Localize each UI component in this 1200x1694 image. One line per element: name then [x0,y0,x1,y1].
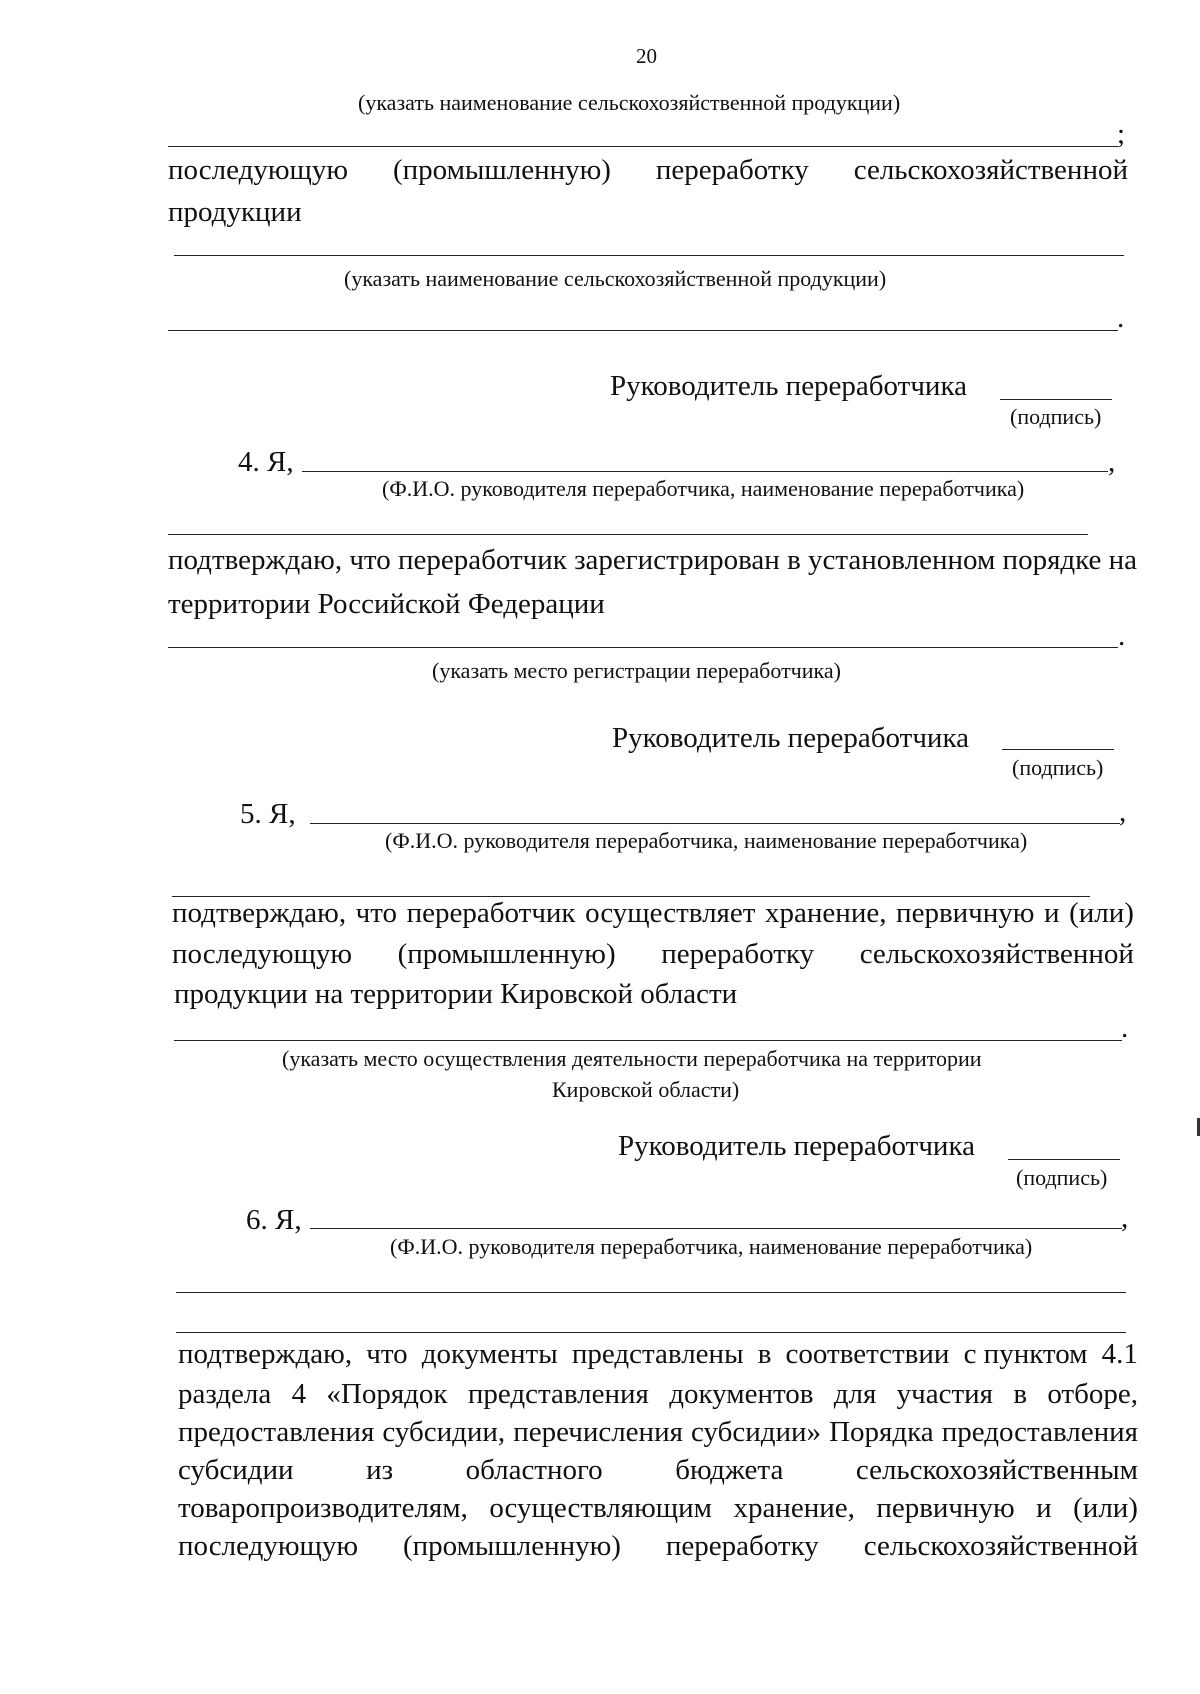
blank-line [176,1292,1126,1293]
word: документы [421,1338,558,1370]
paragraph-line: подтверждаю, что переработчик зарегистрирован в установленном порядке на [168,544,1138,576]
signer-title: Руководитель переработчика [612,722,969,754]
paragraph-line: продукции на территории Кировской области [174,978,738,1010]
word: субсидии, [382,1416,506,1448]
word: представления [467,1378,649,1410]
word: осуществляющим [489,1492,712,1524]
word: что [366,1338,408,1370]
word: сельскохозяйственной [853,154,1128,186]
justified-line [178,1340,1138,1369]
blank-line [176,1332,1126,1333]
caption-fio: (Ф.И.О. руководителя переработчика, наименование переработчика) [382,476,1025,501]
paragraph-line: территории Российской Федерации [168,588,605,620]
word: в [1013,1378,1028,1410]
word: бюджета [675,1454,784,1486]
justified-line [172,940,1134,969]
caption-product-name-mid: (указать наименование сельскохозяйственной продукции) [344,266,887,291]
line-end-comma: , [1108,446,1116,478]
signature-caption: (подпись) [1012,755,1104,780]
blank-line [168,330,1118,331]
word: (промышленную) [392,154,611,186]
paragraph-line: продукции [168,196,302,228]
signature-line[interactable] [1002,749,1114,750]
caption-fio: (Ф.И.О. руководителя переработчика, наименование переработчика) [385,828,1028,853]
word: с пунктом [963,1338,1088,1370]
justified-line [178,1418,1138,1447]
word: товаропроизводителям, [178,1492,468,1524]
signature-line[interactable] [1000,399,1112,400]
caption-activity-place: Кировской области) [552,1077,740,1102]
blank-line [168,146,1118,147]
caption-product-name-top: (указать наименование сельскохозяйственной продукции) [358,90,901,115]
fio-blank-line[interactable] [302,471,1108,472]
word: из [366,1454,394,1486]
word: последующую [168,154,348,186]
word: Порядка [829,1416,934,1448]
word: документов [669,1378,814,1410]
line-end-comma: , [1121,1202,1129,1234]
blank-line [168,534,1088,535]
word: 4 [291,1378,307,1410]
signature-caption: (подпись) [1010,404,1102,429]
line-end-period: . [1121,1012,1129,1044]
word: и [1044,897,1060,929]
word: для [833,1378,877,1410]
justified-line [168,156,1128,185]
line-end-semicolon: ; [1117,118,1126,150]
word: предоставления [178,1416,375,1448]
page-number: 20 [636,44,657,68]
justified-line [178,1494,1138,1523]
word: (или) [1073,1492,1138,1524]
fio-blank-line[interactable] [310,823,1120,824]
word: участия [896,1378,994,1410]
word: подтверждаю, [178,1338,353,1370]
item-number: 6. Я, [246,1204,302,1236]
word: сельскохозяйственной [859,938,1134,970]
word: переработчик [406,897,576,929]
justified-line [178,1532,1138,1561]
line-end-period: . [1117,302,1125,334]
word: перечисления [513,1416,683,1448]
word: 4.1 [1101,1338,1138,1370]
word: (промышленную) [397,938,616,970]
signer-title: Руководитель переработчика [618,1130,975,1162]
word: первичную [876,1492,1015,1524]
blank-line [168,647,1118,648]
word: последующую [178,1530,358,1562]
word: сельскохозяйственной [863,1530,1138,1562]
word: последующую [172,938,352,970]
word: и [1036,1492,1052,1524]
signer-title: Руководитель переработчика [610,370,967,402]
word: сельскохозяйственным [855,1454,1138,1486]
fio-blank-line[interactable] [310,1228,1122,1229]
word: в [757,1338,772,1370]
word: подтверждаю, [172,897,347,929]
signature-caption: (подпись) [1016,1165,1108,1190]
item-number: 5. Я, [240,798,296,830]
word: отборе, [1047,1378,1138,1410]
word: соответствии [785,1338,950,1370]
word: (промышленную) [402,1530,621,1562]
caption-registration-place: (указать место регистрации переработчика) [432,658,841,683]
word: раздела [178,1378,272,1410]
word: областного [465,1454,603,1486]
word: что [355,897,398,929]
word: первичную [896,897,1035,929]
caption-activity-place: (указать место осуществления деятельности переработчика на территории [282,1046,982,1071]
blank-line [174,1040,1122,1041]
word: переработку [665,1530,819,1562]
justified-line [178,1456,1138,1485]
word: субсидии [178,1454,294,1486]
word: хранение, [765,897,887,929]
blank-line [174,255,1124,256]
signature-line[interactable] [1008,1159,1120,1160]
word: осуществляет [585,897,756,929]
word: представлены [571,1338,744,1370]
word: хранение, [733,1492,855,1524]
word: «Порядок [326,1378,448,1410]
justified-line [172,899,1134,928]
word: субсидии» [690,1416,822,1448]
item-number: 4. Я, [238,446,294,478]
word: предоставления [941,1416,1138,1448]
line-end-comma: , [1119,796,1127,828]
line-end-period: . [1118,620,1126,652]
word: переработку [655,154,809,186]
justified-line [178,1380,1138,1409]
word: (или) [1069,897,1134,929]
caption-fio: (Ф.И.О. руководителя переработчика, наименование переработчика) [390,1234,1033,1259]
word: переработку [661,938,815,970]
